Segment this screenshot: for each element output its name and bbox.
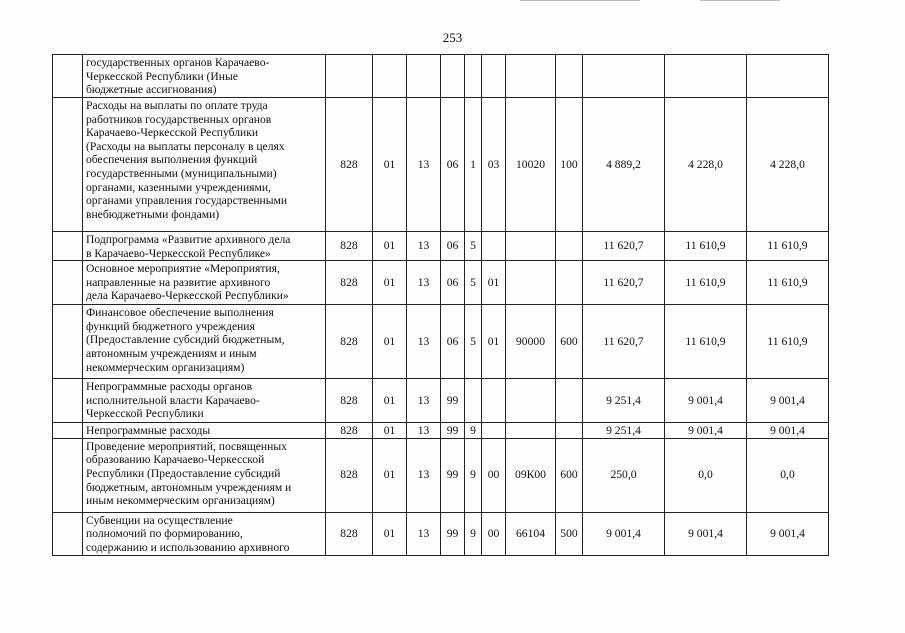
program-code: 99 xyxy=(441,379,465,423)
ministry-code: 828 xyxy=(326,261,373,305)
item-name-cell xyxy=(83,438,326,512)
section-code: 01 xyxy=(373,379,407,423)
row-number-cell xyxy=(53,305,83,379)
row-number-cell xyxy=(53,232,83,261)
row-number-cell xyxy=(53,423,83,439)
item-name-line: внебюджетными фондами) xyxy=(86,207,220,221)
item-name-line: органами управления государственными xyxy=(86,194,288,208)
item-name-cell xyxy=(83,232,326,261)
table-row xyxy=(53,423,829,439)
section-code: 01 xyxy=(373,438,407,512)
table-row xyxy=(53,55,829,98)
item-name-line: дела Карачаево-Черкесской Республики» xyxy=(86,289,289,303)
scan-edge-line xyxy=(520,0,640,1)
program-code: 99 xyxy=(441,423,465,439)
subprogram-code xyxy=(465,379,482,423)
amount-col-3: 9 001,4 xyxy=(747,512,829,555)
item-name-line: Непрограммные расходы xyxy=(86,424,211,438)
activity-code xyxy=(482,379,506,423)
subsection-code: 13 xyxy=(407,512,441,555)
program-code: 99 xyxy=(441,438,465,512)
item-name-line: иным некоммерческим организациям) xyxy=(86,494,275,508)
item-name-line: органами, казенными учреждениями, xyxy=(86,180,271,194)
item-name-line: Черкесской Республики xyxy=(86,407,204,421)
item-name-line: направленные на развитие архивного xyxy=(86,275,271,289)
amount-col-2: 9 001,4 xyxy=(665,512,747,555)
item-name-line: образованию Карачаево-Черкесской xyxy=(86,453,265,467)
amount-col-2: 11 610,9 xyxy=(665,232,747,261)
item-name-line: содержанию и использованию архивного xyxy=(86,540,290,554)
row-number-cell xyxy=(53,379,83,423)
program-code: 99 xyxy=(441,512,465,555)
direction-code xyxy=(506,379,556,423)
amount-col-2: 11 610,9 xyxy=(665,261,747,305)
scan-edge-line xyxy=(700,0,780,1)
activity-code: 00 xyxy=(482,512,506,555)
activity-code xyxy=(482,423,506,439)
amount-col-3: 4 228,0 xyxy=(747,98,829,232)
subsection-code: 13 xyxy=(407,232,441,261)
section-code: 01 xyxy=(373,261,407,305)
section-code: 01 xyxy=(373,305,407,379)
item-name-line: Финансовое обеспечение выполнения xyxy=(86,306,274,320)
amount-col-2: 4 228,0 xyxy=(665,98,747,232)
amount-col-1: 250,0 xyxy=(583,438,665,512)
direction-code: 66104 xyxy=(506,512,556,555)
subsection-code: 13 xyxy=(407,423,441,439)
subprogram-code: 9 xyxy=(465,512,482,555)
expense-type-code xyxy=(556,232,583,261)
direction-code: 90000 xyxy=(506,305,556,379)
direction-code: 09К00 xyxy=(506,438,556,512)
program-code: 06 xyxy=(441,261,465,305)
section-code: 01 xyxy=(373,423,407,439)
amount-col-3: 9 001,4 xyxy=(747,423,829,439)
item-name-line: государственных органов Карачаево- xyxy=(86,56,270,69)
subprogram-code: 5 xyxy=(465,261,482,305)
amount-col-2: 9 001,4 xyxy=(665,379,747,423)
item-name-line: полномочий по формированию, xyxy=(86,527,243,541)
item-name-line: бюджетным, автономным учреждениям и xyxy=(86,480,292,494)
amount-col-2 xyxy=(665,55,747,98)
expense-type-code xyxy=(556,261,583,305)
item-name-line: Черкесской Республики (Иные xyxy=(86,69,238,83)
expense-type-code: 100 xyxy=(556,98,583,232)
amount-col-3: 11 610,9 xyxy=(747,305,829,379)
amount-col-3: 0,0 xyxy=(747,438,829,512)
table-row xyxy=(53,305,829,379)
amount-col-1: 9 251,4 xyxy=(583,379,665,423)
amount-col-2: 0,0 xyxy=(665,438,747,512)
expense-type-code xyxy=(556,423,583,439)
table-row xyxy=(53,512,829,555)
budget-table xyxy=(52,54,829,556)
row-number-cell xyxy=(53,512,83,555)
activity-code xyxy=(482,232,506,261)
ministry-code: 828 xyxy=(326,423,373,439)
expense-type-code xyxy=(556,55,583,98)
item-name-cell xyxy=(83,379,326,423)
item-name-cell xyxy=(83,55,326,98)
direction-code xyxy=(506,423,556,439)
expense-type-code: 600 xyxy=(556,438,583,512)
program-code: 06 xyxy=(441,305,465,379)
item-name-line: автономным учреждениям и иным xyxy=(86,346,257,360)
direction-code: 10020 xyxy=(506,98,556,232)
item-name-line: обеспечения выполнения функций xyxy=(86,153,258,167)
expense-type-code: 600 xyxy=(556,305,583,379)
amount-col-3: 9 001,4 xyxy=(747,379,829,423)
amount-col-1 xyxy=(583,55,665,98)
amount-col-1: 11 620,7 xyxy=(583,261,665,305)
subsection-code: 13 xyxy=(407,305,441,379)
ministry-code: 828 xyxy=(326,232,373,261)
item-name-line: функций бюджетного учреждения xyxy=(86,319,255,333)
subsection-code: 13 xyxy=(407,438,441,512)
amount-col-3: 11 610,9 xyxy=(747,261,829,305)
page-number: 253 xyxy=(442,30,463,45)
item-name-cell xyxy=(83,512,326,555)
amount-col-1: 9 001,4 xyxy=(583,512,665,555)
row-number-cell xyxy=(53,438,83,512)
section-code: 01 xyxy=(373,512,407,555)
activity-code: 01 xyxy=(482,261,506,305)
subsection-code: 13 xyxy=(407,379,441,423)
item-name-line: Республики (Предоставление субсидий xyxy=(86,466,281,480)
item-name-line: Непрограммные расходы органов xyxy=(86,380,253,394)
activity-code: 00 xyxy=(482,438,506,512)
subsection-code: 13 xyxy=(407,98,441,232)
item-name-line: государственными (муниципальными) xyxy=(86,166,277,180)
item-name-line: Карачаево-Черкесской Республики xyxy=(86,126,259,140)
table-row xyxy=(53,379,829,423)
table-row xyxy=(53,438,829,512)
item-name-line: в Карачаево-Черкесской Республике» xyxy=(86,246,271,260)
item-name-line: Проведение мероприятий, посвященных xyxy=(86,439,287,453)
item-name-line: Расходы на выплаты по оплате труда xyxy=(86,99,268,112)
item-name-line: Подпрограмма «Развитие архивного дела xyxy=(86,233,291,246)
section-code: 01 xyxy=(373,98,407,232)
program-code xyxy=(441,55,465,98)
table-row xyxy=(53,98,829,232)
subsection-code xyxy=(407,55,441,98)
item-name-cell xyxy=(83,423,326,439)
ministry-code: 828 xyxy=(326,438,373,512)
amount-col-3: 11 610,9 xyxy=(747,232,829,261)
subprogram-code: 9 xyxy=(465,423,482,439)
activity-code: 01 xyxy=(482,305,506,379)
subprogram-code: 5 xyxy=(465,232,482,261)
amount-col-1: 11 620,7 xyxy=(583,305,665,379)
program-code: 06 xyxy=(441,98,465,232)
expense-type-code: 500 xyxy=(556,512,583,555)
ministry-code xyxy=(326,55,373,98)
item-name-line: (Расходы на выплаты персоналу в целях xyxy=(86,139,285,153)
subsection-code: 13 xyxy=(407,261,441,305)
item-name-line: исполнительной власти Карачаево- xyxy=(86,393,260,407)
section-code: 01 xyxy=(373,232,407,261)
section-code xyxy=(373,55,407,98)
subprogram-code xyxy=(465,55,482,98)
amount-col-2: 11 610,9 xyxy=(665,305,747,379)
amount-col-1: 4 889,2 xyxy=(583,98,665,232)
ministry-code: 828 xyxy=(326,305,373,379)
expense-type-code xyxy=(556,379,583,423)
item-name-line: Субвенции на осуществление xyxy=(86,513,233,527)
ministry-code: 828 xyxy=(326,512,373,555)
item-name-cell xyxy=(83,98,326,232)
amount-col-1: 9 251,4 xyxy=(583,423,665,439)
direction-code xyxy=(506,55,556,98)
program-code: 06 xyxy=(441,232,465,261)
row-number-cell xyxy=(53,261,83,305)
row-number-cell xyxy=(53,55,83,98)
item-name-line: работников государственных органов xyxy=(86,112,272,126)
activity-code xyxy=(482,55,506,98)
subprogram-code: 1 xyxy=(465,98,482,232)
row-number-cell xyxy=(53,98,83,232)
item-name-line: Основное мероприятие «Мероприятия, xyxy=(86,262,280,276)
ministry-code: 828 xyxy=(326,98,373,232)
table-row xyxy=(53,232,829,261)
item-name-line: (Предоставление субсидий бюджетным, xyxy=(86,333,285,347)
amount-col-1: 11 620,7 xyxy=(583,232,665,261)
subprogram-code: 9 xyxy=(465,438,482,512)
direction-code xyxy=(506,261,556,305)
ministry-code: 828 xyxy=(326,379,373,423)
amount-col-3 xyxy=(747,55,829,98)
item-name-line: бюджетные ассигнования) xyxy=(86,83,217,97)
item-name-line: некоммерческим организациям) xyxy=(86,360,245,374)
item-name-cell xyxy=(83,261,326,305)
activity-code: 03 xyxy=(482,98,506,232)
direction-code xyxy=(506,232,556,261)
table-row xyxy=(53,261,829,305)
item-name-cell xyxy=(83,305,326,379)
subprogram-code: 5 xyxy=(465,305,482,379)
amount-col-2: 9 001,4 xyxy=(665,423,747,439)
